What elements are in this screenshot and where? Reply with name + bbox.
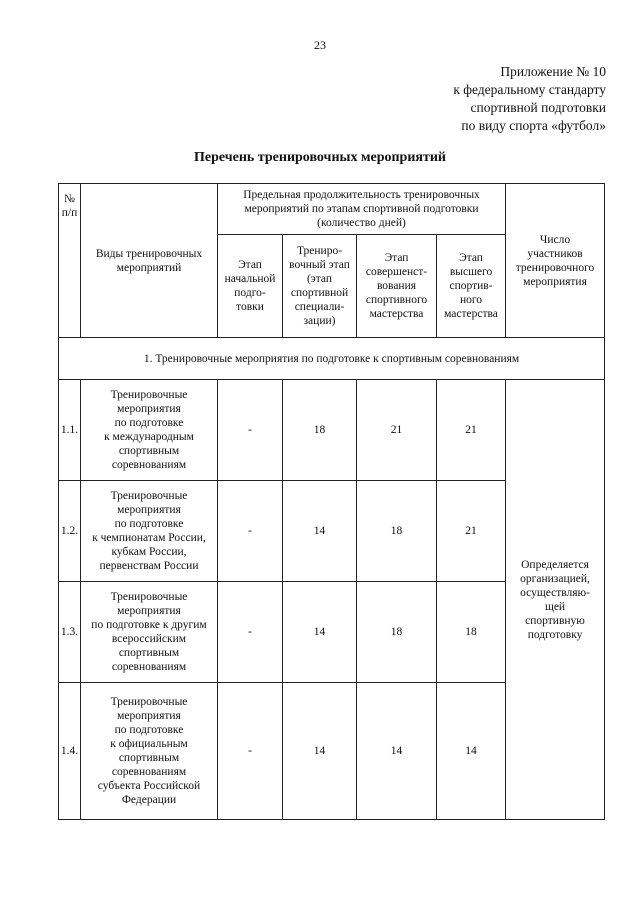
header-stage-improvement: [357, 235, 437, 338]
appendix-line: к федеральному стандарту: [453, 82, 606, 97]
row-name-line: Тренировочные: [110, 490, 188, 502]
cell-stage-training: 14: [283, 683, 357, 820]
header-stage-line: мастерства: [369, 308, 424, 320]
cell-stage-training: 18: [283, 380, 357, 481]
row-name-line: мероприятия: [117, 403, 181, 415]
participants-line: Определяется: [521, 558, 589, 571]
row-name-line: Тренировочные: [110, 696, 188, 708]
participants-line: осуществляю-: [520, 586, 590, 599]
header-stage-line: зации): [303, 315, 336, 327]
header-stage-line: (этап: [306, 273, 333, 285]
cell-stage-improvement: 21: [357, 380, 437, 481]
cell-stage-highest: 14: [437, 683, 506, 820]
header-stage-line: высшего: [449, 266, 493, 278]
row-event-name: [81, 582, 218, 683]
header-stage-highest: [437, 235, 506, 338]
header-stage-line: совершенст-: [365, 266, 428, 278]
row-number: 1.2.: [59, 481, 81, 582]
cell-stage-highest: 21: [437, 380, 506, 481]
row-number: 1.4.: [59, 683, 81, 820]
row-name-line: соревнованиям: [111, 766, 187, 778]
participants-line: спортивную: [525, 614, 585, 627]
header-stage-line: специали-: [294, 301, 345, 313]
header-duration-line: (количество дней): [317, 217, 406, 229]
row-name-line: к международным: [104, 431, 194, 443]
row-name-line: по подготовке: [114, 724, 184, 736]
row-name-line: по подготовке: [114, 518, 184, 530]
row-name-line: спортивным: [118, 647, 180, 659]
appendix-block: [453, 63, 606, 135]
row-name-line: Тренировочные: [110, 591, 188, 603]
training-events-table: [58, 183, 605, 820]
table-row: [59, 380, 605, 481]
row-event-name: [81, 481, 218, 582]
header-stage-line: Этап: [238, 259, 262, 271]
row-name-line: к официальным: [110, 738, 188, 750]
header-participants-line: мероприятия: [523, 275, 587, 288]
row-name-line: спортивным: [118, 445, 180, 457]
participants-line: подготовку: [527, 628, 583, 641]
row-name-line: спортивным: [118, 752, 180, 764]
row-name-line: Федерации: [121, 794, 177, 806]
row-name-line: по подготовке: [114, 417, 184, 429]
header-stage-line: подго-: [234, 287, 266, 299]
cell-stage-training: 14: [283, 582, 357, 683]
header-num-line: №: [64, 193, 75, 205]
header-participants-line: участников: [527, 247, 583, 260]
header-stage-line: товки: [236, 301, 264, 313]
header-num-line: п/п: [61, 207, 78, 219]
header-stage-line: Этап: [384, 252, 409, 264]
header-stage-initial: [218, 235, 283, 338]
cell-stage-improvement: 18: [357, 582, 437, 683]
header-participants-line: Число: [539, 233, 571, 246]
row-number: 1.1.: [59, 380, 81, 481]
header-stage-line: мастерства: [444, 308, 498, 320]
header-duration-line: Предельная продолжительность тренировочных: [243, 189, 480, 201]
page-number: 23: [314, 38, 326, 52]
row-name-line: мероприятия: [117, 710, 181, 722]
section-title: 1. Тренировочные мероприятия по подготовке к спортивным соревнованиям: [59, 338, 605, 380]
row-name-line: всероссийским: [111, 633, 187, 645]
header-participants: [506, 184, 605, 338]
appendix-line: Приложение № 10: [500, 64, 606, 79]
header-stage-line: вования: [376, 280, 417, 292]
row-name-line: к чемпионатам России,: [92, 532, 206, 544]
header-participants-line: тренировочного: [515, 261, 595, 274]
row-number: 1.3.: [59, 582, 81, 683]
header-stage-line: ного: [459, 294, 483, 306]
cell-stage-initial: -: [218, 683, 283, 820]
header-stage-line: спортив-: [449, 280, 493, 292]
cell-stage-improvement: 18: [357, 481, 437, 582]
cell-stage-initial: -: [218, 481, 283, 582]
participants-value: [506, 380, 605, 820]
cell-stage-highest: 21: [437, 481, 506, 582]
row-event-name: [81, 380, 218, 481]
row-name-line: мероприятия: [117, 605, 181, 617]
cell-stage-initial: -: [218, 582, 283, 683]
header-num: [59, 184, 81, 338]
document-title: Перечень тренировочных мероприятий: [194, 150, 446, 165]
header-stage-line: начальной: [224, 273, 276, 285]
header-stage-line: спортивной: [290, 287, 349, 299]
row-name-line: по подготовке к другим: [91, 619, 207, 631]
header-duration: [218, 184, 506, 235]
row-name-line: мероприятия: [117, 504, 181, 516]
appendix-line: спортивной подготовки: [470, 100, 606, 115]
row-name-line: кубкам России,: [111, 546, 187, 558]
row-name-line: субъекта Российской: [97, 780, 201, 792]
row-event-name: [81, 683, 218, 820]
cell-stage-training: 14: [283, 481, 357, 582]
participants-line: организацией,: [520, 572, 590, 585]
header-kind-line: Виды тренировочных: [95, 247, 203, 260]
header-stage-training: [283, 235, 357, 338]
header-stage-line: Трениро-: [296, 245, 343, 257]
cell-stage-highest: 18: [437, 582, 506, 683]
header-duration-line: мероприятий по этапам спортивной подготовки: [244, 203, 479, 215]
cell-stage-improvement: 14: [357, 683, 437, 820]
header-kind: [81, 184, 218, 338]
header-kind-line: мероприятий: [116, 261, 182, 274]
row-name-line: Тренировочные: [110, 389, 188, 401]
row-name-line: первенствам России: [99, 560, 199, 572]
cell-stage-initial: -: [218, 380, 283, 481]
row-name-line: соревнованиям: [111, 661, 187, 673]
appendix-line: по виду спорта «футбол»: [461, 118, 606, 133]
header-stage-line: спортивного: [365, 294, 428, 306]
section-row: [59, 338, 605, 380]
row-name-line: соревнованиям: [111, 459, 187, 471]
participants-line: щей: [544, 600, 566, 613]
header-stage-line: вочный этап: [289, 259, 350, 271]
header-stage-line: Этап: [459, 252, 483, 264]
